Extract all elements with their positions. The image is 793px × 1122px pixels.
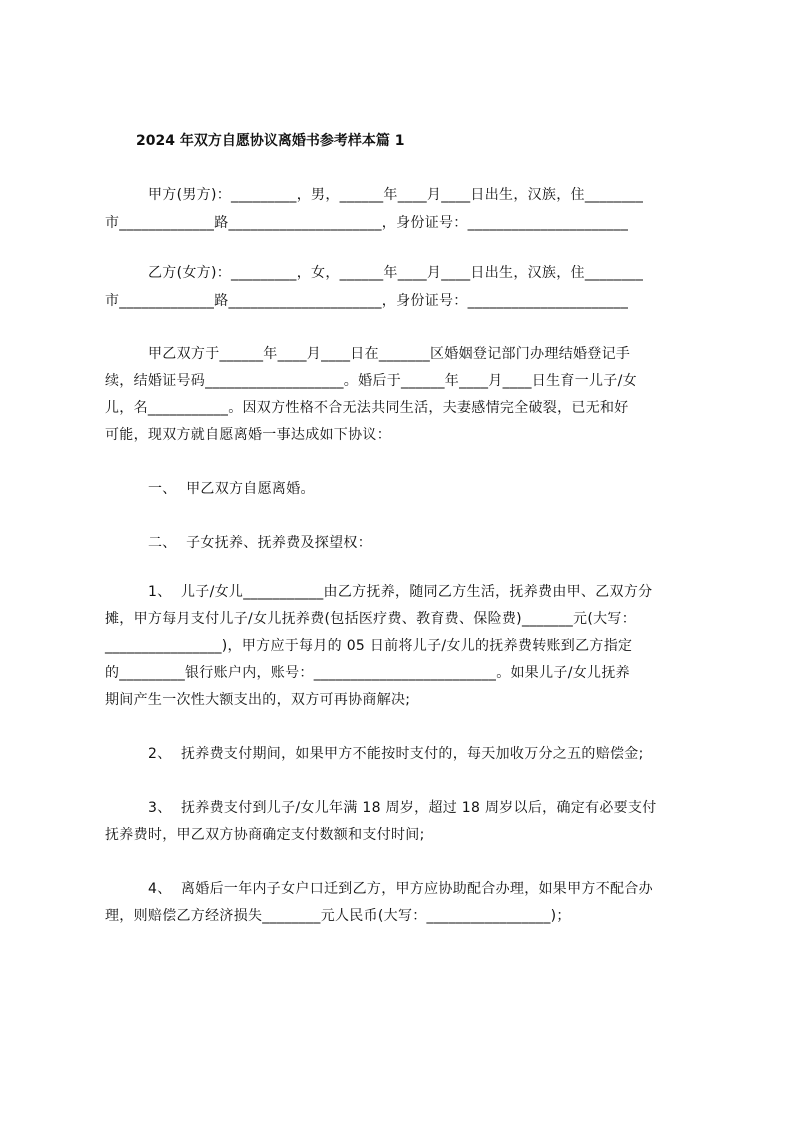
clause-1: 一、 甲乙双方自愿离婚。 <box>148 481 315 497</box>
party-a-line-2: 市_____________路_____________________，身份证号：______________________ <box>105 215 629 231</box>
marriage-para-line-1: 甲乙双方于______年____月____日在_______区婚姻登记部门办理结婚登记手 <box>148 346 631 362</box>
marriage-para-line-3: 儿，名___________。因双方性格不合无法共同生活，夫妻感情完全破裂，已无和好 <box>105 400 629 416</box>
party-a-line-1: 甲方(男方)：_________，男，______年____月____日出生，汉族，住________ <box>148 187 644 203</box>
item-3-line-1: 3、 抚养费支付到儿子/女儿年满 18 周岁，超过 18 周岁以后，确定有必要支付 <box>148 800 657 816</box>
item-4-line-1: 4、 离婚后一年内子女户口迁到乙方，甲方应协助配合办理，如果甲方不配合办 <box>148 881 653 897</box>
item-2: 2、 抚养费支付期间，如果甲方不能按时支付的，每天加收万分之五的赔偿金; <box>148 746 644 762</box>
document-title: 2024 年双方自愿协议离婚书参考样本篇 1 <box>136 133 405 149</box>
clause-2: 二、 子女抚养、抚养费及探望权： <box>148 535 372 551</box>
item-1-line-3: ________________)，甲方应于每月的 05 日前将儿子/女儿的抚养费转账到乙方指定 <box>105 638 633 654</box>
item-1-line-1: 1、 儿子/女儿___________由乙方抚养，随同乙方生活，抚养费由甲、乙双方分 <box>148 584 653 600</box>
marriage-para-line-4: 可能，现双方就自愿离婚一事达成如下协议： <box>105 427 391 443</box>
item-3-line-2: 抚养费时，甲乙双方协商确定支付数额和支付时间; <box>105 827 425 843</box>
marriage-para-line-2: 续，结婚证号码___________________。婚后于______年____月____日生育一儿子/女 <box>105 373 637 389</box>
party-b-line-2: 市_____________路_____________________，身份证号：______________________ <box>105 293 629 309</box>
party-b-line-1: 乙方(女方)：_________，女，______年____月____日出生，汉族，住________ <box>148 265 644 281</box>
item-1-line-4: 的_________银行账户内，账号：_________________________。如果儿子/女儿抚养 <box>105 665 630 681</box>
item-1-line-2: 摊，甲方每月支付儿子/女儿抚养费(包括医疗费、教育费、保险费)_______元(大写： <box>105 611 637 627</box>
item-4-line-2: 理，则赔偿乙方经济损失________元人民币(大写：_________________)； <box>105 908 571 924</box>
item-1-line-5: 期间产生一次性大额支出的，双方可再协商解决; <box>105 692 411 708</box>
